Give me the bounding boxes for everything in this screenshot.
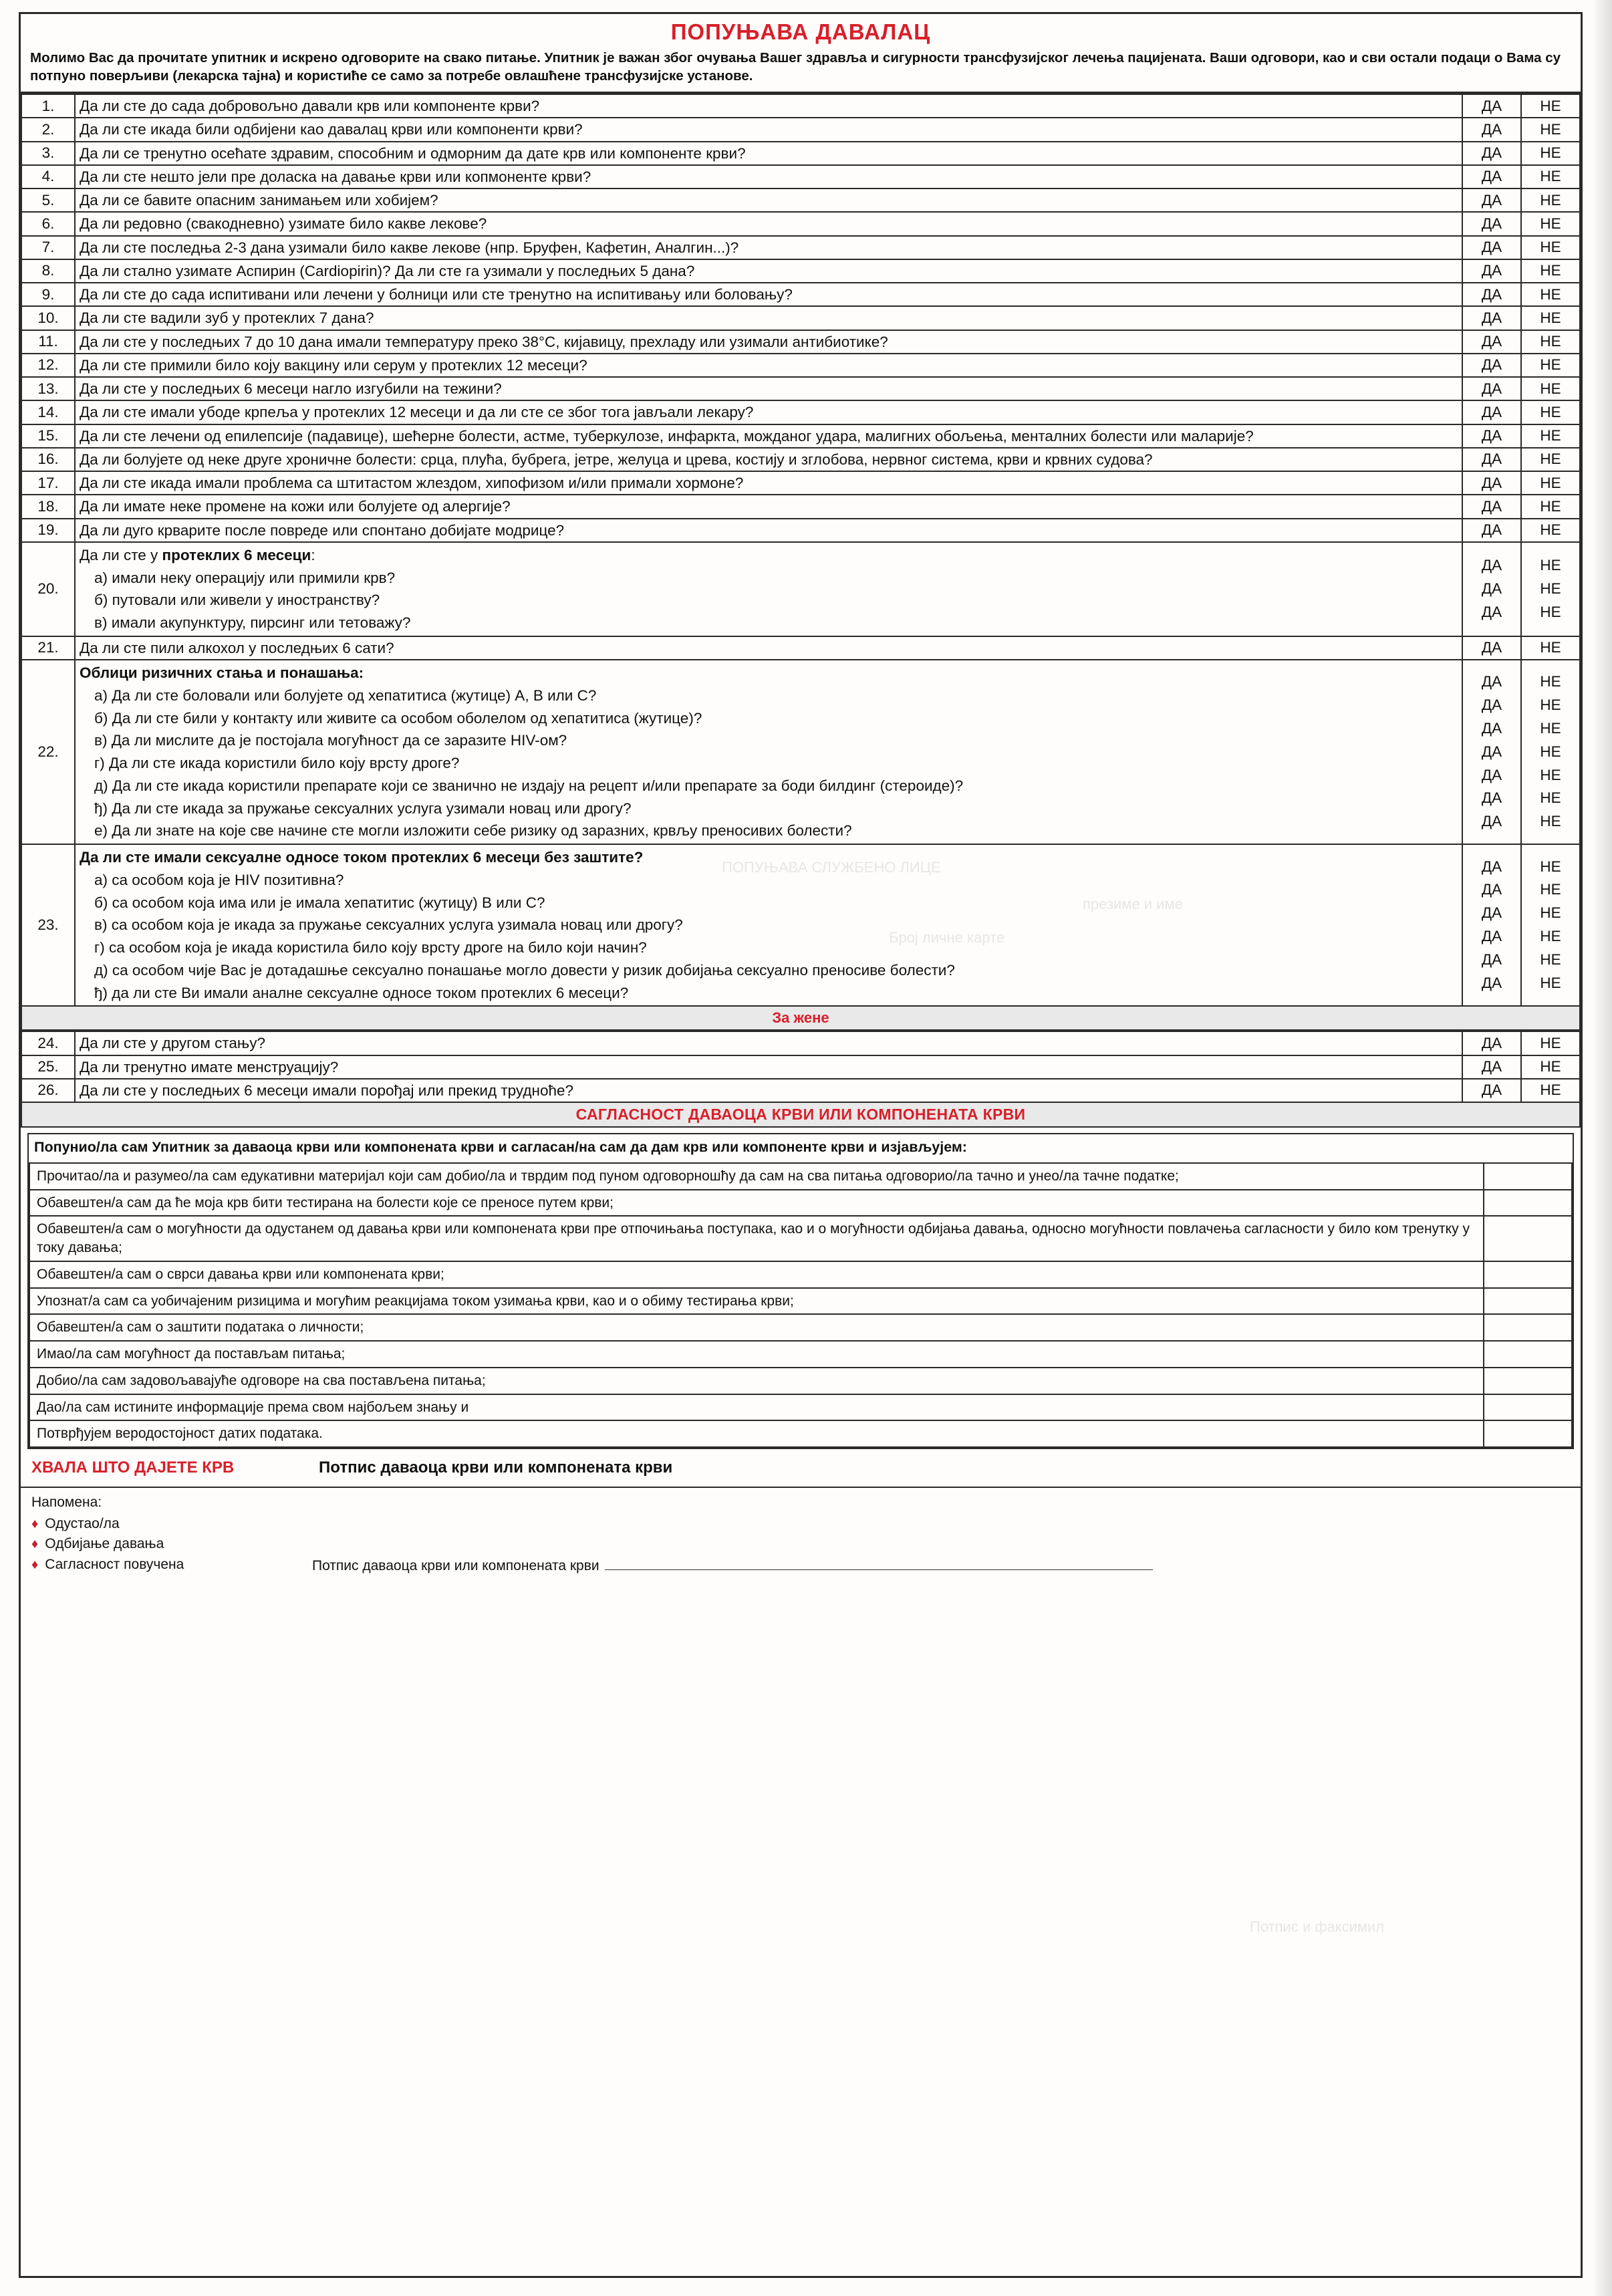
group-20-title-prefix: Да ли сте у: [80, 546, 162, 563]
answer-yes[interactable]: ДА: [1462, 448, 1521, 471]
answer-yes[interactable]: ДА: [1481, 743, 1502, 760]
table-row: [21, 306, 1580, 330]
note-item-withdrew[interactable]: [31, 1514, 1570, 1534]
table-row: [21, 212, 1580, 235]
thanks-message: ХВАЛА ШТО ДАЈЕТЕ КРВ: [31, 1458, 235, 1477]
form-header: [21, 14, 1581, 94]
question-text: Да ли се бавите опасним занимањем или хобијем?: [75, 188, 1462, 212]
table-row: [21, 1031, 1580, 1055]
answer-no[interactable]: НЕ: [1521, 377, 1580, 400]
answer-yes[interactable]: ДА: [1481, 557, 1502, 574]
answer-yes[interactable]: ДА: [1481, 813, 1502, 830]
table-row: [21, 354, 1580, 377]
note-label: Сагласност повучена: [45, 1556, 184, 1572]
consent-item-text: Потврђујем веродостојност датих података.: [29, 1420, 1484, 1447]
answer-no[interactable]: НЕ: [1540, 904, 1561, 922]
list-item: [29, 1420, 1572, 1447]
list-item: [29, 1288, 1572, 1315]
question-text: Да ли сте до сада испитивани или лечени у болници или сте тренутно на испитивању или боловању?: [75, 283, 1462, 306]
answer-yes[interactable]: ДА: [1481, 673, 1502, 690]
table-row: [21, 94, 1580, 118]
answer-yes[interactable]: ДА: [1481, 603, 1502, 620]
table-row-group-23: [21, 844, 1580, 1006]
answer-yes[interactable]: ДА: [1462, 165, 1521, 188]
answer-yes[interactable]: ДА: [1462, 424, 1521, 448]
question-number: 1.: [21, 94, 75, 118]
table-row: [21, 519, 1580, 542]
table-row: [21, 259, 1580, 283]
answer-no-stack: [1526, 554, 1575, 624]
answer-no[interactable]: НЕ: [1521, 424, 1580, 448]
question-number: 3.: [21, 142, 75, 165]
question-number: 17.: [21, 471, 75, 495]
answer-yes[interactable]: ДА: [1481, 858, 1502, 875]
answer-yes[interactable]: ДА: [1481, 951, 1502, 969]
question-text: Да ли сте вадили зуб у протеклих 7 дана?: [75, 306, 1462, 330]
question-number: 5.: [21, 188, 75, 212]
answer-no[interactable]: НЕ: [1521, 1031, 1580, 1055]
women-questions-table: [21, 1031, 1581, 1103]
answer-yes-stack: [1467, 856, 1516, 995]
answer-no[interactable]: НЕ: [1521, 212, 1580, 235]
table-row: [21, 424, 1580, 448]
questionnaire-table: [21, 94, 1581, 1007]
question-number: 4.: [21, 165, 75, 188]
form-sheet: [19, 12, 1583, 2278]
table-row: [21, 495, 1580, 518]
answer-no[interactable]: НЕ: [1540, 858, 1561, 875]
consent-checkbox[interactable]: [1484, 1368, 1572, 1394]
answer-no[interactable]: НЕ: [1540, 673, 1561, 690]
group-20-title-suffix: :: [311, 546, 315, 563]
consent-checkbox[interactable]: [1484, 1314, 1572, 1341]
consent-item-text: Дао/ла сам истините информације према свом најбољем знању и: [29, 1394, 1484, 1421]
question-text: Да ли сте до сада добровољно давали крв или компоненте крви?: [75, 94, 1462, 118]
group-20-title-bold: протеклих 6 месеци: [162, 546, 311, 563]
question-text: Да ли дуго крварите после повреде или спонтано добијате модрице?: [75, 519, 1462, 542]
question-text: Да ли сте икада имали проблема са штитастом жлездом, хипофизом и/или примали хормоне?: [75, 471, 1462, 495]
note-label: Одустао/ла: [45, 1515, 120, 1531]
group-22-item-b: б) Да ли сте били у контакту или живите са особом оболелом од хепатитиса (жутице)?: [94, 709, 702, 727]
answer-yes[interactable]: ДА: [1481, 766, 1502, 783]
question-text: Да ли сте примили било коју вакцину или серум у протеклих 12 месеци?: [75, 354, 1462, 377]
consent-checkbox[interactable]: [1484, 1163, 1572, 1190]
question-text: Да ли сте у другом стању?: [75, 1031, 1462, 1055]
question-text: Да ли имате неке промене на кожи или болујете од алергије?: [75, 495, 1462, 518]
answer-no[interactable]: НЕ: [1521, 94, 1580, 118]
answer-yes[interactable]: ДА: [1462, 306, 1521, 330]
group-23-item-a: а) са особом која је HIV позитивна?: [94, 871, 344, 888]
question-text: Да ли сте нешто јели пре доласка на давање крви или копмоненте крви?: [75, 165, 1462, 188]
answer-yes[interactable]: ДА: [1481, 904, 1502, 922]
answer-yes-column[interactable]: [1462, 844, 1521, 1006]
consent-checkbox[interactable]: [1484, 1288, 1572, 1315]
thanks-signature-row: [21, 1449, 1581, 1484]
question-text: Да ли сте лечени од епилепсије (падавице), шећерне болести, астме, туберкулозе, инфаркта, можданог удара, малигних обољења, менталних болести или маларије?: [75, 424, 1462, 448]
question-text: Да ли се тренутно осећате здравим, способним и одморним да дате крв или компоненте крви?: [75, 142, 1462, 165]
page-title: ПОПУЊАВА ДАВАЛАЦ: [670, 19, 931, 44]
answer-no[interactable]: НЕ: [1521, 259, 1580, 283]
consent-checkbox[interactable]: [1484, 1420, 1572, 1447]
question-text: Да ли болујете од неке друге хроничне болести: срца, плућа, бубрега, јетре, желуца и црева, костију и зглобова, нервног система, крви и крвних судова?: [75, 448, 1462, 471]
answer-no[interactable]: НЕ: [1540, 789, 1561, 807]
blood-drop-icon: ♦: [31, 1557, 39, 1572]
group-23-item-d: г) са особом која је икада користила било коју врсту дроге на било који начин?: [94, 939, 647, 956]
question-text: Да ли сте у последњих 7 до 10 дана имали температуру преко 38°C, кијавицу, прехладу или узимали антибиотике?: [75, 330, 1462, 354]
question-number: 10.: [21, 306, 75, 330]
table-row: [21, 400, 1580, 424]
answer-no[interactable]: НЕ: [1521, 448, 1580, 471]
answer-no[interactable]: НЕ: [1521, 118, 1580, 141]
answer-no[interactable]: НЕ: [1521, 236, 1580, 259]
table-row: [21, 1079, 1580, 1102]
group-20-title: [80, 544, 1458, 567]
answer-yes[interactable]: ДА: [1462, 188, 1521, 212]
bottom-signature-label: Потпис даваоца крви или компонената крви: [312, 1558, 599, 1574]
scan-edge-shadow: [1595, 0, 1612, 2296]
question-number: 13.: [21, 377, 75, 400]
answer-yes[interactable]: ДА: [1481, 719, 1502, 737]
table-row: [21, 283, 1580, 306]
table-row: [21, 377, 1580, 400]
answer-no[interactable]: НЕ: [1521, 188, 1580, 212]
list-item: [29, 1368, 1572, 1394]
group-22-item-e: д) Да ли сте икада користили препарате који се званично не издају на рецепт и/или препарате за боди билдинг (стероиде)?: [94, 777, 964, 794]
answer-yes[interactable]: ДА: [1462, 236, 1521, 259]
answer-no[interactable]: НЕ: [1540, 743, 1561, 760]
group-22-item-c: в) Да ли мислите да је постојала могућност да се заразите HIV-ом?: [94, 732, 567, 749]
consent-item-text: Прочитао/ла и разумео/ла сам едукативни материјал који сам добио/ла и тврдим под пуном одговорношћу да сам на сва питања одговорио/ла тачно и унео/ла тачне податке;: [29, 1163, 1484, 1190]
question-number: 12.: [21, 354, 75, 377]
answer-yes[interactable]: ДА: [1462, 330, 1521, 354]
question-text: Да ли сте пили алкохол у последњих 6 сати?: [75, 636, 1462, 660]
answer-yes-column[interactable]: [1462, 542, 1521, 636]
answer-yes[interactable]: ДА: [1462, 1079, 1521, 1102]
table-row: [21, 636, 1580, 660]
answer-yes[interactable]: ДА: [1462, 94, 1521, 118]
blood-drop-icon: ♦: [31, 1537, 39, 1552]
answer-yes-stack: [1467, 554, 1516, 624]
consent-checkbox[interactable]: [1484, 1394, 1572, 1421]
consent-block: [27, 1133, 1574, 1449]
group-23-title: Да ли сте имали сексуалне односе током протеклих 6 месеци без заштите?: [80, 849, 644, 866]
table-row: [21, 236, 1580, 259]
answer-no[interactable]: НЕ: [1521, 471, 1580, 495]
consent-intro: Попунио/ла сам Упитник за даваоца крви или компонената крви и сагласан/на сам да дам крв или компоненте крви и изјављујем:: [34, 1139, 967, 1156]
consent-checkbox[interactable]: [1484, 1190, 1572, 1217]
answer-no[interactable]: НЕ: [1540, 580, 1561, 597]
table-row: [21, 142, 1580, 165]
answer-yes[interactable]: ДА: [1481, 928, 1502, 945]
answer-no[interactable]: НЕ: [1521, 142, 1580, 165]
answer-no[interactable]: НЕ: [1521, 519, 1580, 542]
answer-no[interactable]: НЕ: [1540, 557, 1561, 574]
question-number: 7.: [21, 236, 75, 259]
question-number: 14.: [21, 400, 75, 424]
answer-yes-stack: [1467, 670, 1516, 834]
question-group-23: [75, 844, 1462, 1006]
question-number: 8.: [21, 259, 75, 283]
question-text: Да ли тренутно имате менструацију?: [75, 1055, 1462, 1079]
answer-no-column[interactable]: [1521, 844, 1580, 1006]
answer-yes[interactable]: ДА: [1462, 354, 1521, 377]
answer-yes[interactable]: ДА: [1462, 636, 1521, 660]
answer-no-stack: [1526, 856, 1575, 995]
group-22-item-a: а) Да ли сте боловали или болујете од хепатитиса (жутице) А, В или С?: [94, 686, 597, 704]
answer-yes[interactable]: ДА: [1462, 1031, 1521, 1055]
question-text: Да ли редовно (свакодневно) узимате било какве лекове?: [75, 212, 1462, 235]
answer-no[interactable]: НЕ: [1521, 400, 1580, 424]
table-row: [21, 118, 1580, 141]
question-group-22: [75, 660, 1462, 844]
group-23-item-c: в) са особом која је икада за пружање сексуалних услуга узимала новац или дрогу?: [94, 916, 683, 934]
signature-line[interactable]: [605, 1556, 1153, 1570]
consent-item-text: Упознат/а сам са уобичајеним ризицима и могућим реакцијама током узимања крви, као и о обиму тестирања крви;: [29, 1288, 1484, 1315]
consent-item-text: Обавештен/а сам о заштити података о личности;: [29, 1314, 1484, 1341]
section-band-consent: САГЛАСНОСТ ДАВАОЦА КРВИ ИЛИ КОМПОНЕНАТА КРВИ: [21, 1103, 1581, 1128]
question-text: Да ли сте имали убоде крпеља у протеклих 12 месеци и да ли сте се због тога јављали лекару?: [75, 400, 1462, 424]
group-23-item-b: б) са особом која има или је имала хепатитис (жутицу) В или С?: [94, 894, 545, 911]
answer-no[interactable]: НЕ: [1521, 306, 1580, 330]
answer-no[interactable]: НЕ: [1521, 1055, 1580, 1079]
question-number: 15.: [21, 424, 75, 448]
note-label: Одбијање давања: [45, 1536, 164, 1552]
group-22-item-g: е) Да ли знате на које све начине сте могли изложити себе ризику од заразних, крвљу преносивих болести?: [94, 822, 852, 840]
header-instructions: Молимо Вас да прочитате упитник и искрено одговорите на свако питање. Упитник је важан због очувања Вашег здравља и сигурности трансфузијског лечења пацијената. Ваши одговори, као и сви остали подаци о Вама су потпуно поверљиви (лекарска тајна) и користиће се само за потребе овлашћене трансфузијске установе.: [30, 50, 1561, 84]
consent-item-text: Обавештен/а сам о сврси давања крви или компонената крви;: [29, 1261, 1484, 1288]
consent-item-text: Имао/ла сам могућност да постављам питања;: [29, 1341, 1484, 1368]
table-row: [21, 471, 1580, 495]
answer-yes[interactable]: ДА: [1462, 142, 1521, 165]
table-row: [21, 330, 1580, 354]
answer-no-column[interactable]: [1521, 542, 1580, 636]
consent-checkbox[interactable]: [1484, 1261, 1572, 1288]
question-number: 6.: [21, 212, 75, 235]
answer-yes[interactable]: ДА: [1462, 1055, 1521, 1079]
table-row: [21, 188, 1580, 212]
question-group-20: [75, 542, 1462, 636]
question-number: 22.: [21, 660, 75, 844]
table-row: [21, 165, 1580, 188]
question-text: Да ли стално узимате Аспирин (Cardiopirin)? Да ли сте га узимали у последњих 5 дана?: [75, 259, 1462, 283]
answer-yes[interactable]: ДА: [1462, 400, 1521, 424]
answer-no[interactable]: НЕ: [1521, 495, 1580, 518]
consent-checkbox[interactable]: [1484, 1341, 1572, 1368]
answer-yes[interactable]: ДА: [1481, 974, 1502, 991]
list-item: [29, 1261, 1572, 1288]
list-item: [29, 1341, 1572, 1368]
question-number: 26.: [21, 1079, 75, 1102]
consent-item-text: Обавештен/а сам о могућности да одустанем од давања крви или компонената крви пре отпочињања поступака, као и о могућности одбијања давања, односно могућности повлачења сагласности у било ком тренутку у току давања;: [29, 1216, 1484, 1261]
list-item: [29, 1190, 1572, 1217]
group-22-item-d: г) Да ли сте икада користили било коју врсту дроге?: [94, 755, 460, 772]
list-item: [29, 1394, 1572, 1421]
answer-no[interactable]: НЕ: [1540, 719, 1561, 737]
blood-drop-icon: ♦: [31, 1516, 39, 1531]
answer-no[interactable]: НЕ: [1540, 928, 1561, 945]
question-number: 24.: [21, 1031, 75, 1055]
question-number: 25.: [21, 1055, 75, 1079]
section-band-women: За жене: [21, 1007, 1581, 1031]
answer-yes[interactable]: ДА: [1481, 789, 1502, 807]
answer-no[interactable]: НЕ: [1521, 1079, 1580, 1102]
answer-yes[interactable]: ДА: [1462, 519, 1521, 542]
question-text: Да ли сте последња 2-3 дана узимали било какве лекове (нпр. Бруфен, Кафетин, Аналгин...)?: [75, 236, 1462, 259]
answer-yes[interactable]: ДА: [1462, 118, 1521, 141]
question-number: 9.: [21, 283, 75, 306]
answer-yes[interactable]: ДА: [1462, 495, 1521, 518]
answer-yes[interactable]: ДА: [1462, 259, 1521, 283]
notes-block: [21, 1487, 1581, 1579]
answer-yes[interactable]: ДА: [1462, 377, 1521, 400]
answer-no[interactable]: НЕ: [1540, 696, 1561, 713]
question-text: Да ли сте икада били одбијени као давалац крви или компоненти крви?: [75, 118, 1462, 141]
group-23-item-e: д) са особом чије Вас је дотадашње сексуално понашање могло довести у ризик добијања сексуално преносиве болести?: [94, 961, 955, 979]
group-22-title: Облици ризичних стања и понашања:: [80, 664, 364, 682]
consent-table: [29, 1162, 1573, 1448]
bottom-signature-row: [31, 1556, 1570, 1574]
answer-no[interactable]: НЕ: [1540, 951, 1561, 969]
group-22-item-f: ђ) Да ли сте икада за пружање сексуалних услуга узимали новац или дрогу?: [94, 799, 632, 817]
group-23-item-f: ђ) да ли сте Ви имали аналне сексуалне односе током протеклих 6 месеци?: [94, 984, 629, 1001]
question-number: 2.: [21, 118, 75, 141]
question-number: 21.: [21, 636, 75, 660]
answer-no[interactable]: НЕ: [1521, 165, 1580, 188]
list-item: [29, 1163, 1572, 1190]
consent-item-text: Обавештен/а сам да ће моја крв бити тестирана на болести које се преносе путем крви;: [29, 1190, 1484, 1217]
table-row-group-22: [21, 660, 1580, 844]
question-number: 18.: [21, 495, 75, 518]
answer-yes[interactable]: ДА: [1462, 283, 1521, 306]
answer-yes[interactable]: ДА: [1462, 471, 1521, 495]
answer-no[interactable]: НЕ: [1540, 881, 1561, 898]
note-item-refused[interactable]: [31, 1534, 1570, 1554]
table-row-group-20: [21, 542, 1580, 636]
group-20-item-c: в) имали акупунктуру, пирсинг или тетоважу?: [94, 614, 411, 632]
answer-no[interactable]: НЕ: [1521, 330, 1580, 354]
group-20-item-b: б) путовали или живели у иностранству?: [94, 592, 380, 609]
answer-no[interactable]: НЕ: [1540, 603, 1561, 620]
answer-yes[interactable]: ДА: [1481, 580, 1502, 597]
list-item: [29, 1216, 1572, 1261]
consent-item-text: Добио/ла сам задовољавајуће одговоре на сва постављена питања;: [29, 1368, 1484, 1394]
answer-yes[interactable]: ДА: [1462, 212, 1521, 235]
question-number: 23.: [21, 844, 75, 1006]
answer-no-column[interactable]: [1521, 660, 1580, 844]
question-number: 11.: [21, 330, 75, 354]
answer-no[interactable]: НЕ: [1521, 283, 1580, 306]
table-row: [21, 1055, 1580, 1079]
question-number: 16.: [21, 448, 75, 471]
answer-no[interactable]: НЕ: [1540, 766, 1561, 783]
answer-no[interactable]: НЕ: [1540, 813, 1561, 830]
answer-no[interactable]: НЕ: [1521, 636, 1580, 660]
list-item: [29, 1314, 1572, 1341]
question-text: Да ли сте у последњих 6 месеци имали порођај или прекид трудноће?: [75, 1079, 1462, 1102]
question-number: 20.: [21, 542, 75, 636]
answer-yes[interactable]: ДА: [1481, 696, 1502, 713]
answer-no[interactable]: НЕ: [1540, 974, 1561, 991]
answer-yes[interactable]: ДА: [1481, 881, 1502, 898]
consent-checkbox[interactable]: [1484, 1216, 1572, 1261]
answer-yes-column[interactable]: [1462, 660, 1521, 844]
question-text: Да ли сте у последњих 6 месеци нагло изгубили на тежини?: [75, 377, 1462, 400]
table-row: [21, 448, 1580, 471]
group-20-item-a: а) имали неку операцију или примили крв?: [94, 569, 396, 586]
answer-no[interactable]: НЕ: [1521, 354, 1580, 377]
notes-title: Напомена:: [31, 1494, 102, 1510]
question-number: 19.: [21, 519, 75, 542]
signature-label: Потпис даваоца крви или компонената крви: [319, 1458, 673, 1477]
answer-no-stack: [1526, 670, 1575, 834]
